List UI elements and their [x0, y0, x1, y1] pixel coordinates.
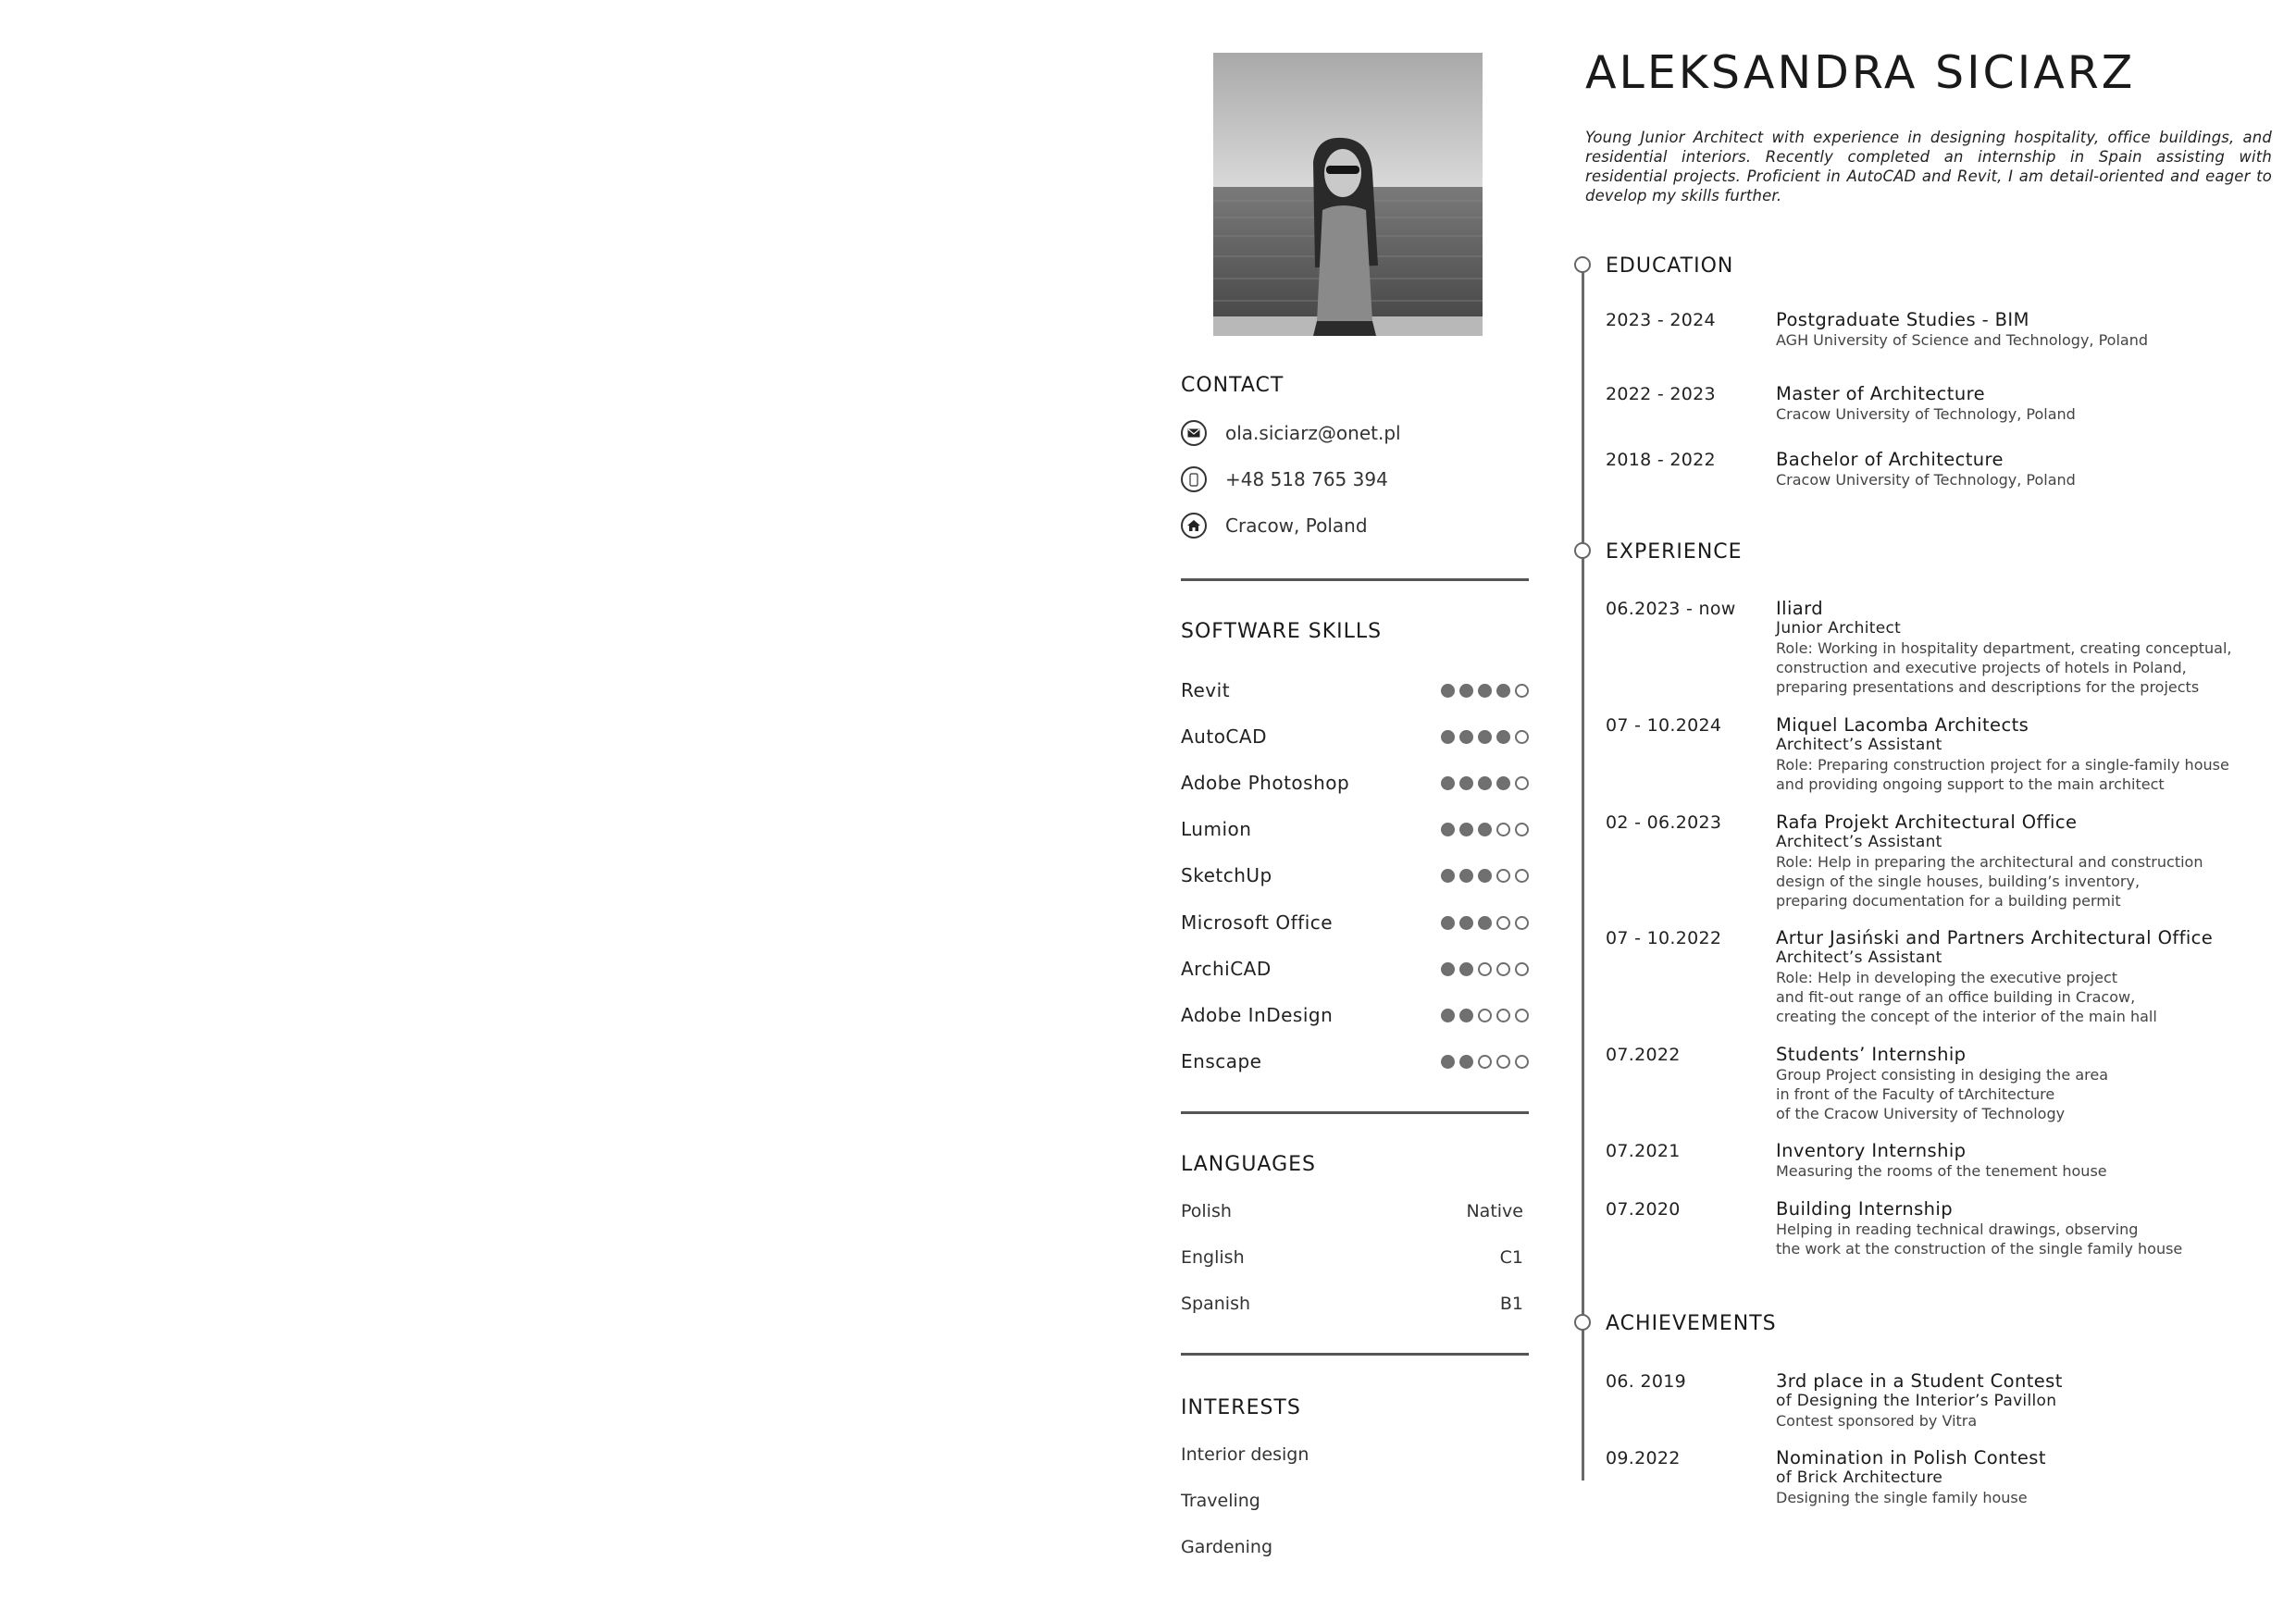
entry-date: 2023 - 2024 [1606, 310, 1716, 330]
entry-date: 2018 - 2022 [1606, 450, 1716, 470]
skill-dot-empty [1496, 869, 1510, 883]
skill-dot-filled [1459, 962, 1473, 976]
languages-title: LANGUAGES [1181, 1153, 1316, 1176]
entry-body [1776, 1199, 2276, 1258]
entry-detail: preparing presentations and descriptions for the projects [1776, 678, 2200, 696]
entry-subtitle: Architect’s Assistant [1776, 736, 1942, 754]
timeline-node [1574, 256, 1591, 273]
entry-title: Master of Architecture [1776, 383, 1985, 404]
entry-detail: of the Cracow University of Technology [1776, 1105, 2066, 1122]
language-name: Polish [1181, 1201, 1232, 1221]
entry-body [1776, 1448, 2276, 1507]
language-level: B1 [1499, 1294, 1523, 1314]
entry-detail: Measuring the rooms of the tenement house [1776, 1162, 2107, 1180]
entry-detail: construction and executive projects of hotels in Poland, [1776, 659, 2187, 676]
skill-level-dots [1441, 962, 1529, 976]
entry-detail: Role: Help in developing the executive project [1776, 969, 2118, 986]
divider [1181, 578, 1529, 581]
skill-dot-empty [1478, 1055, 1492, 1069]
entry-date: 07.2021 [1606, 1141, 1681, 1161]
skill-dot-empty [1496, 1009, 1510, 1022]
entry-title: Iliard [1776, 598, 1823, 619]
skill-dot-empty [1515, 962, 1529, 976]
skill-dot-empty [1515, 1009, 1529, 1022]
skill-name: Microsoft Office [1181, 911, 1334, 934]
entry-body [1776, 715, 2276, 794]
entry-detail: in front of the Faculty of tArchitecture [1776, 1085, 2055, 1103]
skill-dot-filled [1478, 869, 1492, 883]
email-text: ola.siciarz@onet.pl [1225, 422, 1401, 444]
entry-title: Bachelor of Architecture [1776, 449, 2004, 470]
entry-date: 02 - 06.2023 [1606, 812, 1722, 833]
skill-row [1181, 1003, 1529, 1027]
skill-dot-filled [1441, 730, 1455, 744]
entry-body [1776, 1371, 2276, 1431]
skill-dot-filled [1459, 869, 1473, 883]
skill-row [1181, 1049, 1529, 1073]
entry-detail: and fit-out range of an office building in Cracow, [1776, 988, 2136, 1006]
entry-detail: Group Project consisting in desiging the area [1776, 1066, 2109, 1084]
skill-dot-empty [1496, 962, 1510, 976]
entry-detail: Contest sponsored by Vitra [1776, 1412, 1978, 1430]
skill-dot-filled [1459, 776, 1473, 790]
language-row [1181, 1245, 1523, 1270]
entry-title: Inventory Internship [1776, 1140, 1967, 1161]
interest-item: Traveling [1181, 1491, 1260, 1511]
entry-subtitle: Junior Architect [1776, 619, 1902, 638]
entry-body [1776, 928, 2276, 1026]
entry-title: Artur Jasiński and Partners Architectural Office [1776, 927, 2214, 948]
entry-detail: the work at the construction of the single family house [1776, 1240, 2183, 1258]
entry-body [1776, 450, 2276, 489]
skill-dot-filled [1478, 823, 1492, 836]
skill-row [1181, 817, 1529, 841]
skill-name: Adobe InDesign [1181, 1004, 1334, 1026]
skill-level-dots [1441, 823, 1529, 836]
skill-dot-empty [1515, 684, 1529, 698]
skill-dot-empty [1515, 730, 1529, 744]
skill-row [1181, 771, 1529, 795]
timeline-node [1574, 1314, 1591, 1331]
skill-dot-empty [1515, 916, 1529, 930]
skill-dot-filled [1441, 1055, 1455, 1069]
skill-name: Enscape [1181, 1050, 1262, 1072]
divider [1181, 1353, 1529, 1356]
entry-detail: design of the single houses, building’s inventory, [1776, 873, 2141, 890]
entry-detail: Designing the single family house [1776, 1489, 2028, 1506]
language-level: C1 [1499, 1247, 1523, 1268]
skill-level-dots [1441, 869, 1529, 883]
skill-dot-filled [1496, 684, 1510, 698]
entry-body [1776, 1141, 2276, 1181]
entry-detail: Role: Working in hospitality department, creating conceptual, [1776, 639, 2232, 657]
skill-dot-empty [1478, 1009, 1492, 1022]
home-icon [1181, 513, 1207, 539]
skill-dot-filled [1441, 916, 1455, 930]
entry-body [1776, 310, 2276, 350]
skill-dot-filled [1441, 869, 1455, 883]
skill-level-dots [1441, 730, 1529, 744]
skill-dot-filled [1478, 776, 1492, 790]
skill-row [1181, 863, 1529, 887]
interest-item: Gardening [1181, 1537, 1273, 1557]
entry-detail: Cracow University of Technology, Poland [1776, 471, 2076, 489]
entry-title: 3rd place in a Student Contest [1776, 1370, 2063, 1392]
language-name: Spanish [1181, 1294, 1251, 1314]
education-title: EDUCATION [1606, 254, 1734, 278]
entry-date: 2022 - 2023 [1606, 384, 1716, 404]
person-name: ALEKSANDRA SICIARZ [1585, 46, 2136, 99]
skill-level-dots [1441, 1055, 1529, 1069]
skill-dot-filled [1459, 823, 1473, 836]
entry-detail: and providing ongoing support to the main architect [1776, 775, 2165, 793]
contact-email[interactable] [1181, 418, 1401, 448]
skill-dot-filled [1459, 1009, 1473, 1022]
experience-title: EXPERIENCE [1606, 540, 1743, 564]
entry-detail: preparing documentation for a building permit [1776, 892, 2121, 910]
skill-dot-filled [1441, 823, 1455, 836]
entry-detail: Role: Help in preparing the architectural and construction [1776, 853, 2203, 871]
skill-name: Adobe Photoshop [1181, 772, 1350, 794]
entry-detail: Role: Preparing construction project for a single-family house [1776, 756, 2229, 774]
skill-name: Lumion [1181, 818, 1252, 840]
skill-dot-filled [1478, 916, 1492, 930]
entry-date: 07 - 10.2022 [1606, 928, 1722, 948]
skill-dot-empty [1496, 823, 1510, 836]
skill-dot-filled [1459, 684, 1473, 698]
entry-subtitle: Architect’s Assistant [1776, 833, 1942, 851]
entry-title: Building Internship [1776, 1198, 1954, 1220]
skill-dot-filled [1459, 730, 1473, 744]
skill-level-dots [1441, 916, 1529, 930]
entry-date: 06.2023 - now [1606, 599, 1736, 619]
entry-detail: Helping in reading technical drawings, observing [1776, 1220, 2139, 1238]
skill-dot-filled [1441, 1009, 1455, 1022]
language-row [1181, 1292, 1523, 1316]
entry-body [1776, 1045, 2276, 1123]
profile-photo [1213, 53, 1483, 336]
skill-dot-filled [1478, 684, 1492, 698]
contact-phone[interactable] [1181, 465, 1388, 494]
entry-title: Nomination in Polish Contest [1776, 1447, 2046, 1468]
skill-dot-filled [1478, 730, 1492, 744]
location-text: Cracow, Poland [1225, 514, 1368, 537]
entry-detail: Cracow University of Technology, Poland [1776, 405, 2076, 423]
entry-date: 07 - 10.2024 [1606, 715, 1722, 736]
skill-level-dots [1441, 776, 1529, 790]
language-row [1181, 1199, 1523, 1223]
skill-dot-empty [1478, 962, 1492, 976]
entry-detail: creating the concept of the interior of the main hall [1776, 1008, 2157, 1025]
skill-dot-empty [1496, 1055, 1510, 1069]
entry-body [1776, 384, 2276, 424]
language-name: English [1181, 1247, 1245, 1268]
entry-date: 06. 2019 [1606, 1371, 1687, 1392]
skill-row [1181, 957, 1529, 981]
skill-dot-empty [1515, 823, 1529, 836]
profile-summary: Young Junior Architect with experience in designing hospitality, office buildings, and residential interiors. Recently completed an internship in Spain assisting with residential projects. Proficient in AutoCAD and Revit, I am detail-oriented and eager to develop my skills further. [1585, 129, 2272, 204]
skill-row [1181, 725, 1529, 749]
entry-title: Postgraduate Studies - BIM [1776, 309, 2029, 330]
envelope-icon [1181, 420, 1207, 446]
entry-date: 07.2020 [1606, 1199, 1681, 1220]
entry-detail: AGH University of Science and Technology, Poland [1776, 331, 2148, 349]
phone-text: +48 518 765 394 [1225, 468, 1388, 490]
skill-dot-empty [1496, 916, 1510, 930]
entry-subtitle: Architect’s Assistant [1776, 948, 1942, 967]
skill-dot-filled [1459, 1055, 1473, 1069]
skill-row [1181, 678, 1529, 702]
skill-dot-empty [1515, 776, 1529, 790]
entry-title: Students’ Internship [1776, 1044, 1967, 1065]
timeline-line [1582, 266, 1584, 1481]
entry-date: 09.2022 [1606, 1448, 1681, 1468]
skill-level-dots [1441, 1009, 1529, 1022]
skill-name: Revit [1181, 679, 1231, 701]
timeline-node [1574, 542, 1591, 559]
skill-level-dots [1441, 684, 1529, 698]
skill-row [1181, 911, 1529, 935]
entry-body [1776, 812, 2276, 911]
phone-icon [1181, 466, 1207, 492]
skill-dot-empty [1515, 1055, 1529, 1069]
divider [1181, 1111, 1529, 1114]
skill-dot-filled [1496, 730, 1510, 744]
skill-dot-filled [1496, 776, 1510, 790]
skill-dot-filled [1459, 916, 1473, 930]
skill-dot-empty [1515, 869, 1529, 883]
entry-date: 07.2022 [1606, 1045, 1681, 1065]
entry-title: Miquel Lacomba Architects [1776, 714, 2029, 736]
interest-item: Interior design [1181, 1444, 1309, 1465]
skill-name: SketchUp [1181, 864, 1272, 886]
software-skills-title: SOFTWARE SKILLS [1181, 620, 1383, 643]
skill-name: AutoCAD [1181, 725, 1267, 748]
contact-location [1181, 511, 1368, 540]
language-level: Native [1466, 1201, 1523, 1221]
entry-subtitle: of Designing the Interior’s Pavillon [1776, 1392, 2057, 1410]
skill-dot-filled [1441, 962, 1455, 976]
skill-dot-filled [1441, 684, 1455, 698]
skill-name: ArchiCAD [1181, 958, 1272, 980]
entry-title: Rafa Projekt Architectural Office [1776, 812, 2078, 833]
interests-title: INTERESTS [1181, 1396, 1301, 1419]
entry-subtitle: of Brick Architecture [1776, 1468, 1943, 1487]
contact-title: CONTACT [1181, 374, 1285, 397]
achievements-title: ACHIEVEMENTS [1606, 1312, 1777, 1335]
entry-body [1776, 599, 2276, 697]
skill-dot-filled [1441, 776, 1455, 790]
